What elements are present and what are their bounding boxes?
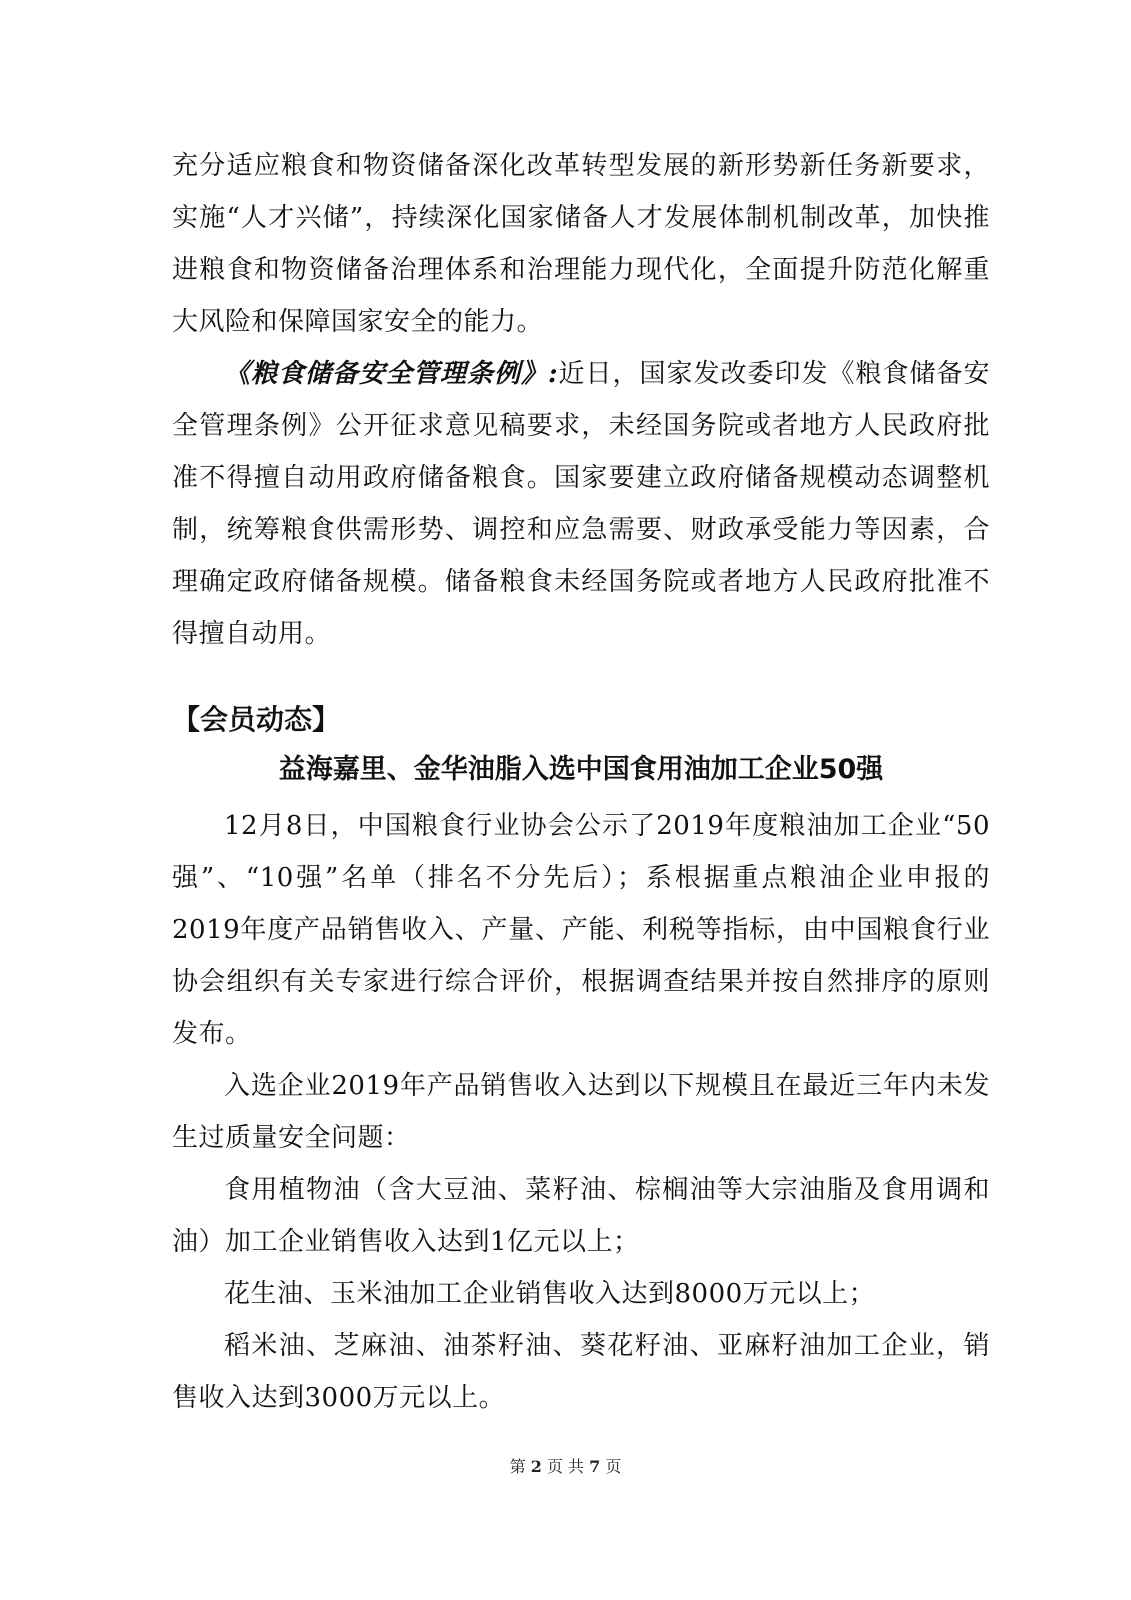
article-paragraph-5: 稻米油、芝麻油、油茶籽油、葵花籽油、亚麻籽油加工企业，销售收入达到3000万元以上。 (172, 1331, 990, 1413)
article-paragraph-1: 12月8日，中国粮食行业协会公示了2019年度粮油加工企业“50强”、“10强”名单（排名不分先后）；系根据重点粮油企业申报的2019年度产品销售收入、产量、产能、利税等指标，由中国粮食行业协会组织有关专家进行综合评价，根据调查结果并按自然排序的原则发布。 (172, 811, 990, 1049)
footer-suffix: 页 (605, 1457, 622, 1476)
footer-middle: 页 共 (546, 1457, 585, 1476)
regulation-text: 近日，国家发改委印发《粮食储备安全管理条例》公开征求意见稿要求，未经国务院或者地方人民政府批准不得擅自动用政府储备粮食。国家要建立政府储备规模动态调整机制，统筹粮食供需形势、调控和应急需要、财政承受能力等因素，合理确定政府储备规模。储备粮食未经国务院或者地方人民政府批准不得擅自动用。 (172, 359, 990, 649)
regulation-paragraph (172, 348, 990, 660)
article-paragraph-4: 花生油、玉米油加工企业销售收入达到8000万元以上； (224, 1279, 876, 1309)
section-heading: 【会员动态】 (172, 703, 341, 736)
footer-prefix: 第 (509, 1457, 526, 1476)
document-body (172, 140, 990, 1424)
intro-paragraph: 充分适应粮食和物资储备深化改革转型发展的新形势新任务新要求，实施“人才兴储”，持续深化国家储备人才发展体制机制改革，加快推进粮食和物资储备治理体系和治理能力现代化，全面提升防范化解重大风险和保障国家安全的能力。 (172, 151, 990, 337)
article-paragraph-2: 入选企业2019年产品销售收入达到以下规模且在最近三年内未发生过质量安全问题： (172, 1071, 990, 1153)
page-footer (0, 1454, 1131, 1477)
footer-page-number: 2 (530, 1457, 542, 1476)
article-paragraph-3: 食用植物油（含大豆油、菜籽油、棕榈油等大宗油脂及食用调和油）加工企业销售收入达到1亿元以上； (172, 1175, 990, 1257)
regulation-colon: : (547, 359, 559, 389)
regulation-label: 《粮食储备安全管理条例》 (224, 359, 548, 389)
footer-total-pages: 7 (589, 1457, 601, 1476)
article-title: 益海嘉里、金华油脂入选中国食用油加工企业50强 (278, 754, 884, 785)
